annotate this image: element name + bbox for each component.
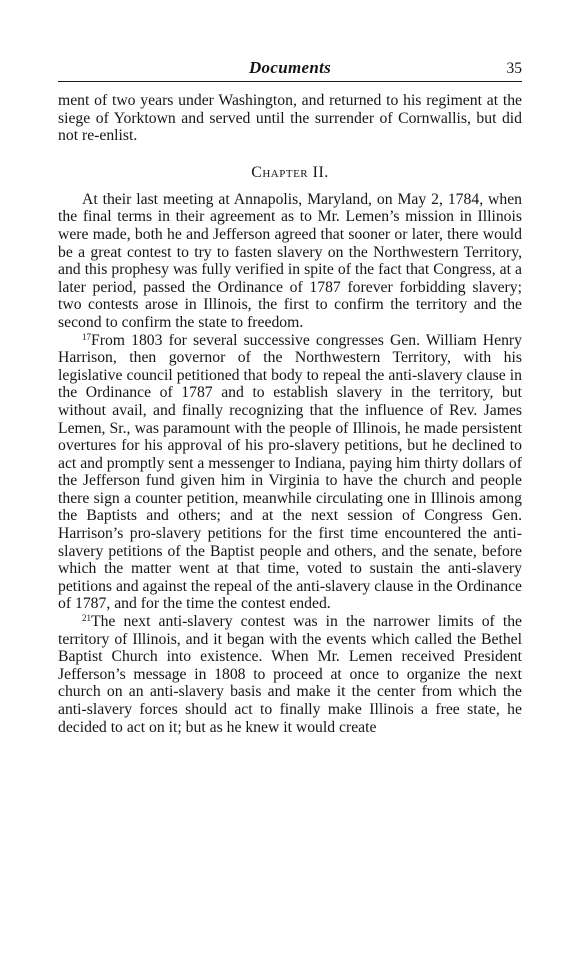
continuation-paragraph: ment of two years under Washington, and returned to his regiment at the siege of Yorktown and served until the surrender of Cornwallis, but did not re-enlist. [58,92,522,145]
paragraph-harrison-text: From 1803 for several successive congresses Gen. William Henry Harrison, then governor of the Northwestern Territory, with his legislative council petitioned that body to repeal the anti-slavery clause in the Ordinance of 1787 and to establish slavery in the territory, but without avail, and finally recognizing that the influence of Rev. James Lemen, Sr., was paramount with the people of Illinois, he made persistent overtures for his approval of his pro-slavery petitions, but he declined to act and promptly sent a messenger to Indiana, paying him thirty dollars of the Jefferson fund given him in Virginia to have the church and people there sign a counter petition, meanwhile circulating one in Illinois among the Baptists and others; and at the next session of Congress Gen. Harrison’s pro-slavery petitions for the first time encountered the anti-slavery petitions of the Baptist people and others, and the senate, before which the matter went at that time, voted to sustain the anti-slavery petitions and against the repeal of the anti-slavery clause in the Ordinance of 1787, and for the time the contest ended. [58,331,522,613]
paragraph-harrison [58,332,522,614]
chapter-heading [58,163,522,183]
note-marker: 17 [82,331,91,342]
chapter-heading-word: Chapter [251,163,309,181]
running-title: Documents [248,58,332,77]
paragraph-bethel-text: The next anti-slavery contest was in the narrower limits of the territory of Illinois, and it began with the events which called the Bethel Baptist Church into existence. When Mr. Lemen received President Jefferson’s message in 1808 to proceed at once to organize the next church on an anti-slavery basis and make it the center from which the anti-slavery forces should act to finally make Illinois a free state, he decided to act on it; but as he knew it would create [58,613,522,736]
page-number: 35 [506,60,522,77]
header-rule [58,81,522,82]
running-head [58,58,522,80]
body-text [58,92,522,736]
chapter-intro-paragraph: At their last meeting at Annapolis, Maryland, on May 2, 1784, when the final terms in their agreement as to Mr. Lemen’s mission in Illinois were made, both he and Jefferson agreed that sooner or later, there would be a great contest to try to fasten slavery on the Northwestern Territory, and this prophesy was fully verified in spite of the fact that Congress, at a later period, passed the Ordinance of 1787 forever forbidding slavery; two contests arose in Illinois, the first to confirm the territory and the second to confirm the state to freedom. [58,190,522,331]
paragraph-bethel [58,613,522,736]
chapter-heading-number: II. [312,163,329,181]
note-marker: 21 [82,613,91,624]
